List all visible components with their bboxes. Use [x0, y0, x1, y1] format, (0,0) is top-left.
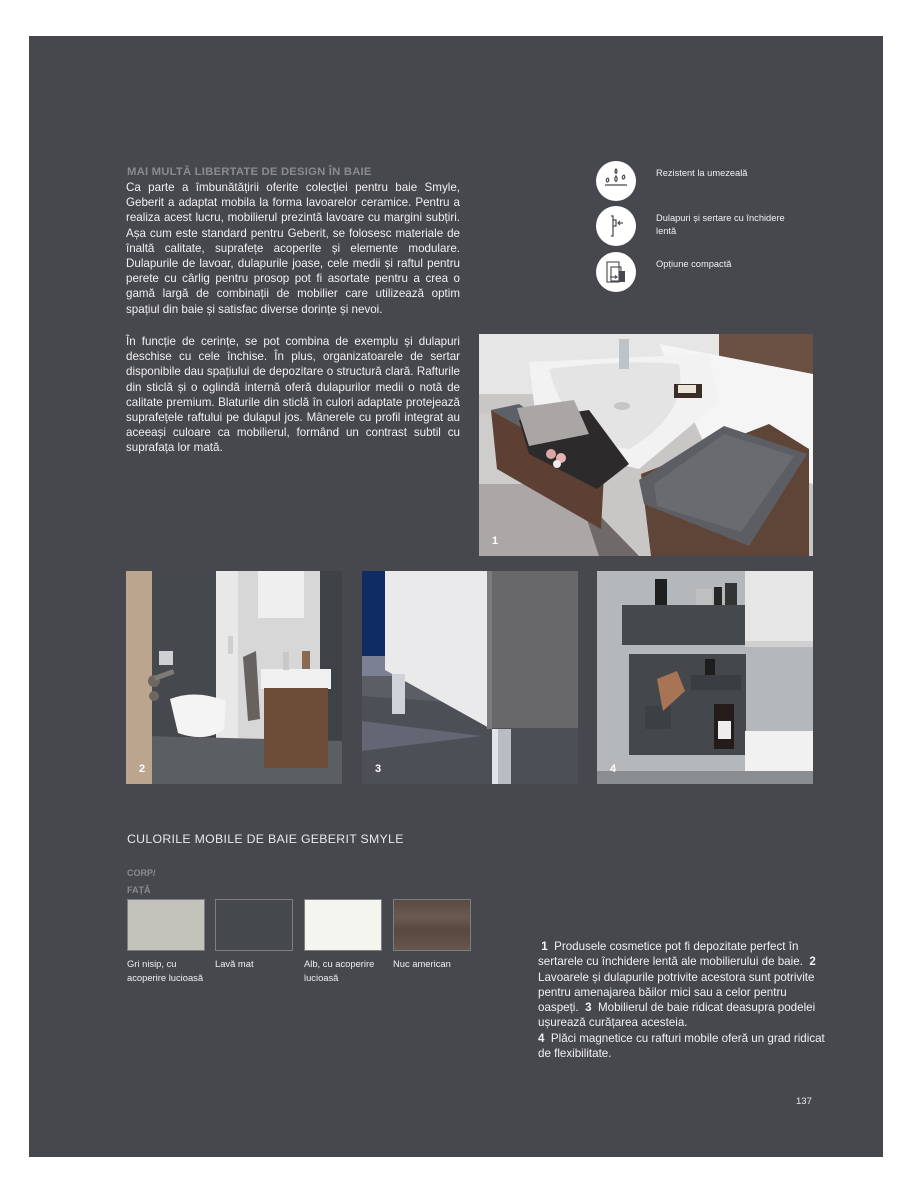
photo-4-magnetic-panel — [597, 571, 813, 784]
section-heading: MAI MULTĂ LIBERTATE DE DESIGN ÎN BAIE — [127, 166, 372, 178]
caption-number: 3 — [585, 1001, 592, 1015]
caption-text: Mobilierul de baie ridicat deasupra podelei ușurează curățarea acesteia. — [538, 1001, 816, 1030]
swatch-label: Nuc american — [393, 958, 451, 969]
caption-text: Produsele cosmetice pot fi depozitate perfect în sertarele cu închidere lentă ale mobilierului de baie. — [538, 940, 803, 969]
catalog-page — [29, 36, 883, 1157]
intro-paragraph-1: Ca parte a îmbunătățirii oferite colecției pentru baie Smyle, Geberit a adaptat mobila la forma lavoarelor ceramice. Pentru a realiza acest lucru, mobilierul prezintă lavoare cu margini subțiri. Așa cum este standard pentru Geberit, se folosesc materiale de înaltă calitate, suprafețe acoperite și elemente modulare. Dulapurile de lavoar, dulapurile joase, cele medii și raftul pentru perete cu cârlig pentru prosop pot fi asortate pentru a crea o gamă largă de combinații de mobilier care utilizează optim spațiul din baie și satisfac diverse dorințe și nevoi. — [126, 181, 460, 316]
body-label-line1: CORP/ — [127, 868, 156, 878]
moisture-resistant-icon — [596, 161, 636, 201]
photo-captions — [538, 939, 828, 1061]
photo-1-washbasin-drawer — [479, 334, 813, 556]
swatch-label: Lavă mat — [215, 958, 254, 969]
caption-number: 4 — [538, 1031, 545, 1045]
intro-paragraph-2: În funcție de cerințe, se pot combina de exemplu și dulapuri deschise cu cele închise. În plus, organizatoarele de sertar disponibile dau spațiului de depozitare o structură clară. Rafturile din sticlă și o oglindă internă oferă dulapurilor medii o notă de calitate premium. Blaturile din sticlă în culori adaptate protejează suprafețele raftului pe dulapul jos. Mânerele cu profil integrat au aceeași culoare ca mobilierul, formând un contrast subtil cu suprafața lor mată. — [126, 335, 460, 455]
body-label-line2: FAȚĂ — [127, 885, 151, 895]
feature-label: Opțiune compactă — [656, 259, 732, 269]
swatch-lava-matt — [215, 899, 293, 951]
photo-number: 1 — [492, 535, 499, 547]
swatch-sand-grey — [127, 899, 205, 951]
caption-text: Lavoarele și dulapurile potrivite acestora sunt potrivite pentru amenajarea băilor mici sau a celor pentru oaspeți. — [538, 970, 815, 1015]
photo-number: 3 — [375, 763, 382, 775]
photo-number: 2 — [139, 763, 146, 775]
compact-option-icon — [596, 252, 636, 292]
photo-number: 4 — [610, 763, 617, 775]
photo-3-raised-furniture — [362, 571, 578, 784]
page-number: 137 — [796, 1096, 812, 1107]
body-front-label — [127, 865, 156, 899]
soft-close-icon — [596, 206, 636, 246]
swatch-label: Gri nisip, cu acoperire lucioasă — [127, 958, 204, 983]
swatch-american-walnut — [393, 899, 471, 951]
caption-text: Plăci magnetice cu rafturi mobile oferă un grad ridicat de flexibilitate. — [538, 1031, 825, 1061]
feature-label: Dulapuri și sertare cu închidere lentă — [656, 213, 785, 236]
swatch-white-gloss — [304, 899, 382, 951]
feature-label: Rezistent la umezeală — [656, 168, 748, 178]
swatch-label: Alb, cu acoperire lucioasă — [304, 958, 375, 983]
caption-number: 1 — [541, 940, 548, 953]
caption-number: 2 — [809, 955, 816, 969]
colors-section-title: CULORILE MOBILE DE BAIE GEBERIT SMYLE — [127, 832, 404, 846]
photo-2-guest-bathroom — [126, 571, 342, 784]
